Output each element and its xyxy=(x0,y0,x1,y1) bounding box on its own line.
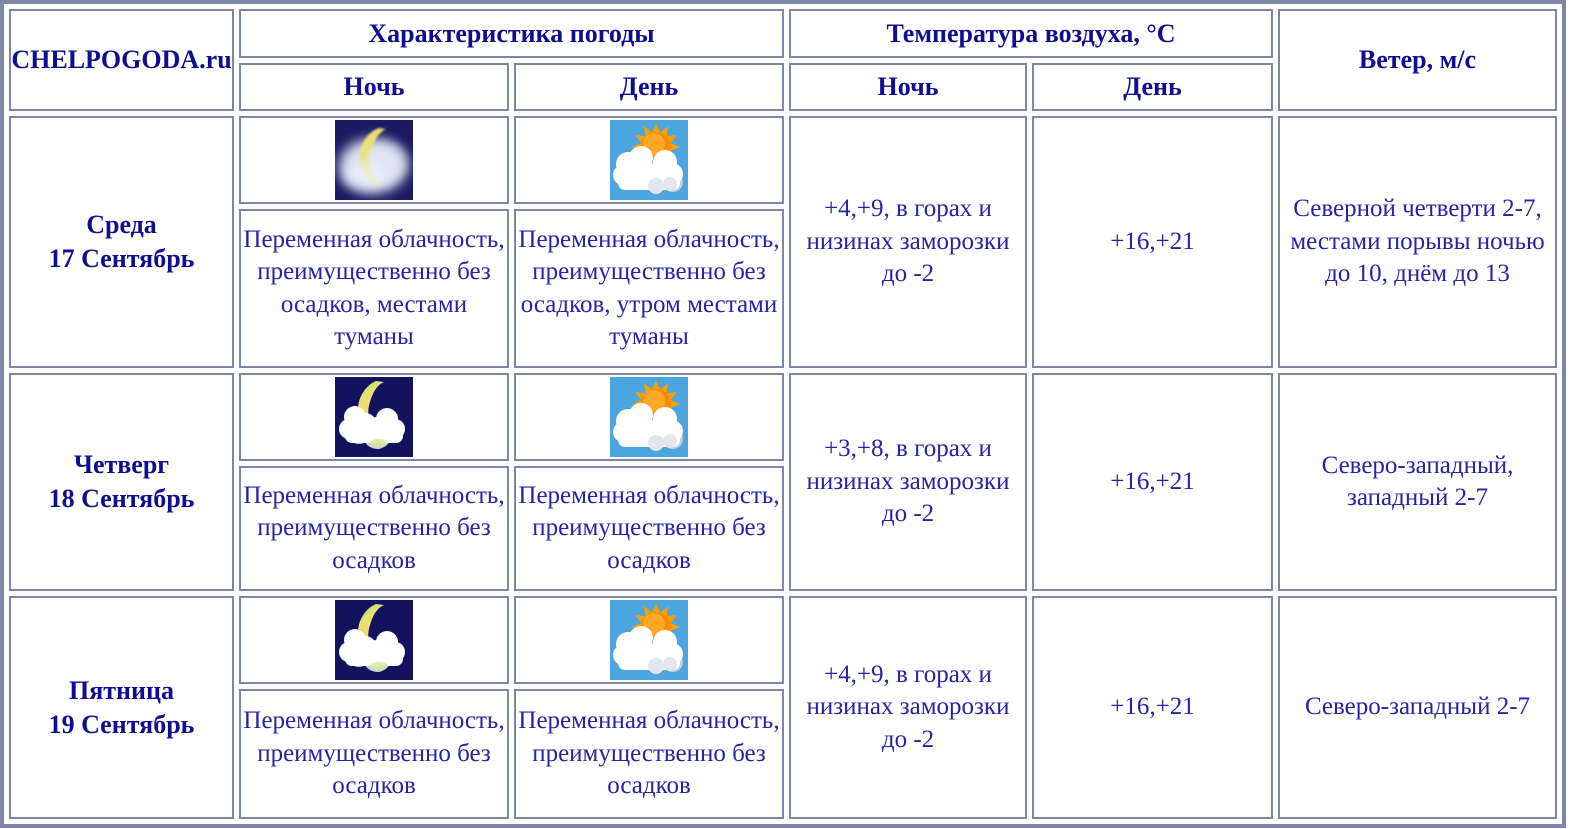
day-cell xyxy=(9,116,234,368)
moon-clouds-icon xyxy=(335,600,413,680)
sun-clouds-icon xyxy=(610,377,688,457)
night-temp-cell: +4,+9, в горах и низинах заморозки до -2 xyxy=(789,116,1027,368)
day-weather-cell xyxy=(514,373,784,591)
night-temp-cell: +3,+8, в горах и низинах заморозки до -2 xyxy=(789,373,1027,591)
night-weather-icon-box xyxy=(239,596,509,684)
header-temperature: Температура воздуха, °C xyxy=(789,9,1273,58)
day-weather-description: Переменная облачность, преимущественно без осадков, утром местами туманы xyxy=(514,209,784,368)
day-weather-description: Переменная облачность, преимущественно без осадков xyxy=(514,689,784,819)
day-weather-icon-box xyxy=(514,596,784,684)
subheader-characteristics-night: Ночь xyxy=(239,63,509,111)
night-weather-description: Переменная облачность, преимущественно без осадков, местами туманы xyxy=(239,209,509,368)
subheader-temperature-night: Ночь xyxy=(789,63,1027,111)
sun-clouds-icon xyxy=(610,120,688,200)
day-weather-icon-box xyxy=(514,116,784,204)
sun-clouds-icon xyxy=(610,600,688,680)
day-temp-cell: +16,+21 xyxy=(1032,116,1273,368)
day-weather-cell xyxy=(514,116,784,368)
wind-cell: Северной четверти 2-7, местами порывы ночью до 10, днём до 13 xyxy=(1278,116,1557,368)
subheader-characteristics-day: День xyxy=(514,63,784,111)
night-weather-icon-box xyxy=(239,116,509,204)
moon-clouds-icon xyxy=(335,377,413,457)
header-weather-characteristics: Характеристика погоды xyxy=(239,9,784,58)
day-date: 19 Сентябрь xyxy=(48,709,195,739)
day-cell xyxy=(9,596,234,819)
night-temp-cell: +4,+9, в горах и низинах заморозки до -2 xyxy=(789,596,1027,819)
day-name: Пятница xyxy=(68,675,174,705)
night-weather-cell xyxy=(239,373,509,591)
day-date: 18 Сентябрь xyxy=(48,484,195,513)
wind-cell: Северо-западный, западный 2-7 xyxy=(1278,373,1557,591)
day-name: Четверг xyxy=(73,450,170,480)
night-weather-description: Переменная облачность, преимущественно без осадков xyxy=(239,689,509,819)
day-weather-description: Переменная облачность, преимущественно без осадков xyxy=(514,466,784,591)
night-weather-cell xyxy=(239,116,509,368)
night-weather-description: Переменная облачность, преимущественно без осадков xyxy=(239,466,509,591)
brand-cell: CHELPOGODA.ru xyxy=(9,9,234,111)
day-cell xyxy=(9,373,234,591)
day-temp-cell: +16,+21 xyxy=(1032,373,1273,591)
moon-fog-icon xyxy=(335,120,413,200)
night-weather-cell xyxy=(239,596,509,819)
night-weather-icon-box xyxy=(239,373,509,461)
subheader-temperature-day: День xyxy=(1032,63,1273,111)
day-weather-icon-box xyxy=(514,373,784,461)
day-name: Среда xyxy=(86,210,157,240)
day-weather-cell xyxy=(514,596,784,819)
wind-cell: Северо-западный 2-7 xyxy=(1278,596,1557,819)
header-wind: Ветер, м/с xyxy=(1278,9,1557,111)
day-temp-cell: +16,+21 xyxy=(1032,596,1273,819)
day-date: 17 Сентябрь xyxy=(48,244,195,273)
